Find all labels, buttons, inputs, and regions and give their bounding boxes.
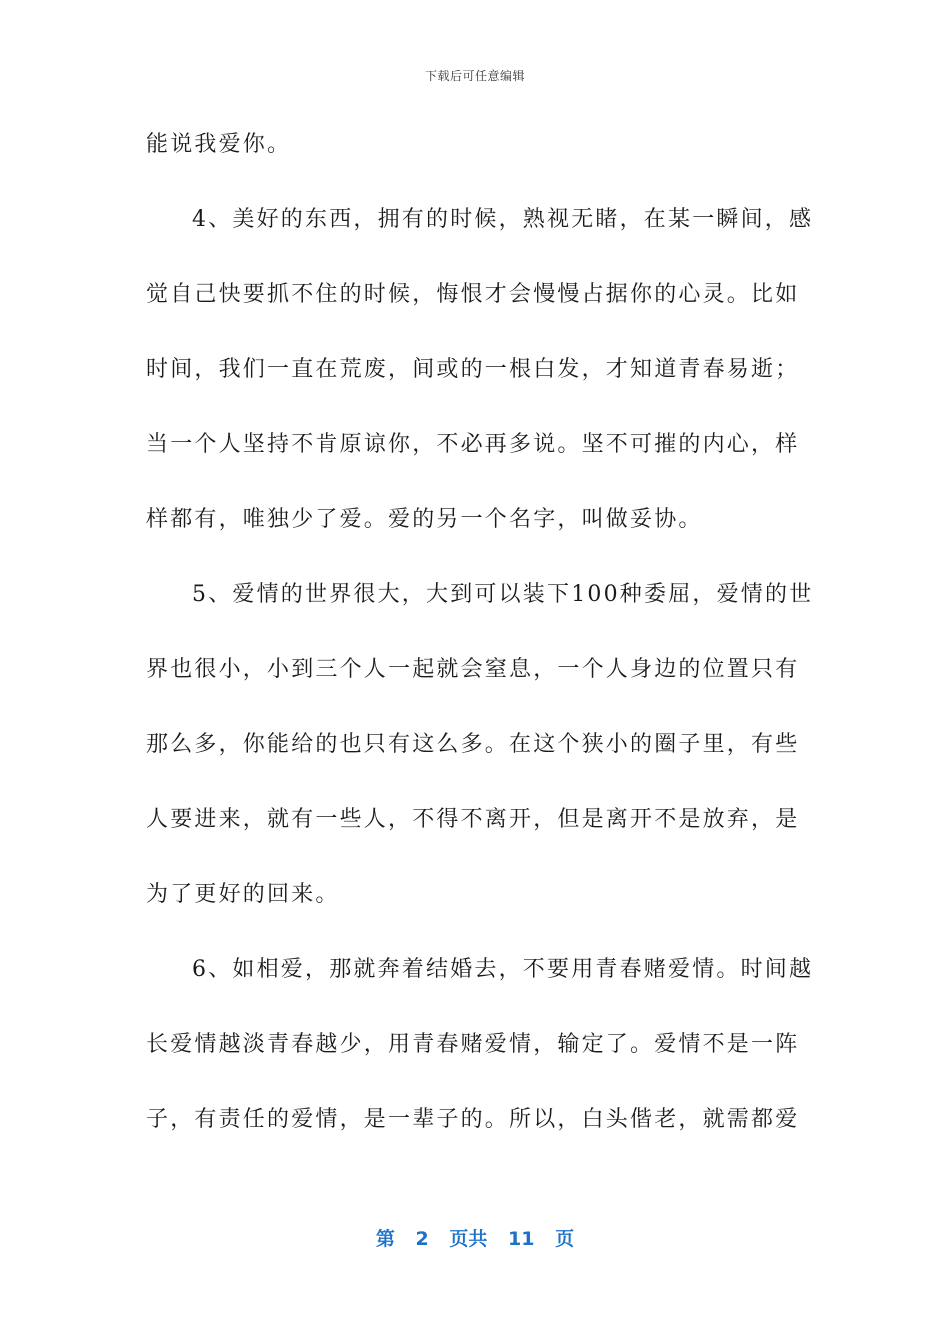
text-line: 界也很小，小到三个人一起就会窒息，一个人身边的位置只有 [146,657,800,682]
text-line: 能说我爱你。 [146,132,292,157]
text-line: 为了更好的回来。 [146,882,340,907]
footer-page-total: 11 [508,1228,535,1250]
text-line: 时间，我们一直在荒废，间或的一根白发，才知道青春易逝； [146,357,800,382]
page-header: 下载后可任意编辑 [424,69,525,83]
page-footer [0,1224,950,1251]
text-line: 4、美好的东西，拥有的时候，熟视无睹，在某一瞬间，感 [192,207,814,232]
text-line: 长爱情越淡青春越少，用青春赌爱情，输定了。爱情不是一阵 [146,1032,800,1057]
footer-page-number: 2 [415,1228,429,1250]
footer-suffix: 页 [555,1228,575,1250]
body-text [146,118,814,1168]
text-line: 觉自己快要抓不住的时候，悔恨才会慢慢占据你的心灵。比如 [146,282,800,307]
footer-prefix: 第 [375,1228,395,1250]
text-line: 5、爱情的世界很大，大到可以装下100种委屈，爱情的世 [192,582,814,607]
text-line: 子，有责任的爱情，是一辈子的。所以，白头偕老，就需都爱 [146,1107,800,1132]
footer-middle: 页共 [449,1228,488,1250]
text-line: 样都有，唯独少了爱。爱的另一个名字，叫做妥协。 [146,507,703,532]
text-line: 6、如相爱，那就奔着结婚去，不要用青春赌爱情。时间越 [192,957,814,982]
text-line: 那么多，你能给的也只有这么多。在这个狭小的圈子里，有些 [146,732,800,757]
text-line: 人要进来，就有一些人，不得不离开，但是离开不是放弃，是 [146,807,800,832]
text-line: 当一个人坚持不肯原谅你，不必再多说。坚不可摧的内心，样 [146,432,800,457]
